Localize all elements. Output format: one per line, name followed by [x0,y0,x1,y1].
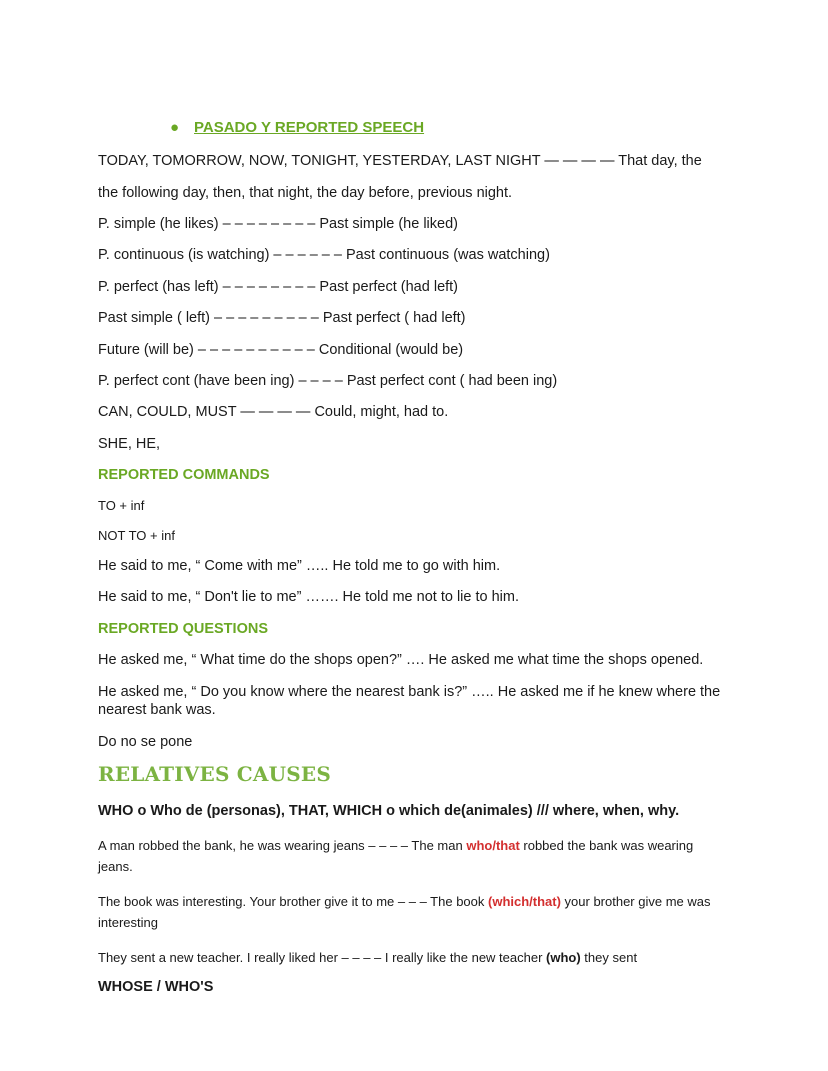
relative-example [98,835,728,877]
relative-pronoun-highlight: who/that [466,838,520,853]
example-text: They sent a new teacher. I really liked her – – – – I really like the new teacher [98,950,547,965]
time-expressions-line-2: the following day, then, that night, the day before, previous night. [98,185,513,201]
relative-pronoun-highlight: (which/that) [488,894,561,909]
question-example: He asked me, “ What time do the shops open?” …. He asked me what time the shops opened. [98,652,704,668]
example-text: your brother give me was interesting [98,894,711,930]
time-expressions-line: TODAY, TOMORROW, NOW, TONIGHT, YESTERDAY, LAST NIGHT — — — — That day, the [98,153,702,169]
tense-row: Future (will be) – – – – – – – – – – Conditional (would be) [98,342,464,358]
tense-row: P. perfect (has left) – – – – – – – – Past perfect (had left) [98,279,459,295]
relative-pronoun-bold: (who) [546,950,581,965]
relatives-heading: RELATIVES CAUSES [98,762,331,786]
tense-row: P. simple (he likes) – – – – – – – – Past simple (he liked) [98,216,458,232]
reported-questions-heading: REPORTED QUESTIONS [98,621,268,637]
section-title: PASADO Y REPORTED SPEECH [194,119,425,136]
to-inf-rule: TO + inf [98,498,145,513]
relative-example [98,891,728,933]
bullet-icon: ● [170,119,180,136]
example-text: they sent [580,950,638,965]
pronoun-row: SHE, HE, [98,436,161,452]
example-text: robbed the bank was wearing jeans. [98,838,694,874]
tense-row: P. perfect cont (have been ing) – – – – Past perfect cont ( had been ing) [98,373,558,389]
whose-heading: WHOSE / WHO'S [98,979,214,995]
tense-row: CAN, COULD, MUST — — — — Could, might, had to. [98,404,449,420]
relatives-subheading: WHO o Who de (personas), THAT, WHICH o which de(animales) /// where, when, why. [98,803,680,819]
section-bullet-heading [170,118,424,138]
question-note: Do no se pone [98,734,193,750]
not-to-inf-rule: NOT TO + inf [98,528,175,543]
tense-row: Past simple ( left) – – – – – – – – – Past perfect ( had left) [98,310,466,326]
command-example: He said to me, “ Come with me” ….. He told me to go with him. [98,558,501,574]
command-example: He said to me, “ Don't lie to me” ……. He told me not to lie to him. [98,589,520,605]
question-example: He asked me, “ Do you know where the nearest bank is?” ….. He asked me if he knew where the nearest bank was. [98,684,721,718]
tense-row: P. continuous (is watching) – – – – – – Past continuous (was watching) [98,247,550,263]
reported-commands-heading: REPORTED COMMANDS [98,467,270,483]
example-text: The book was interesting. Your brother give it to me – – – The book [98,894,488,909]
relative-example [98,947,728,968]
example-text: A man robbed the bank, he was wearing jeans – – – – The man [98,838,467,853]
